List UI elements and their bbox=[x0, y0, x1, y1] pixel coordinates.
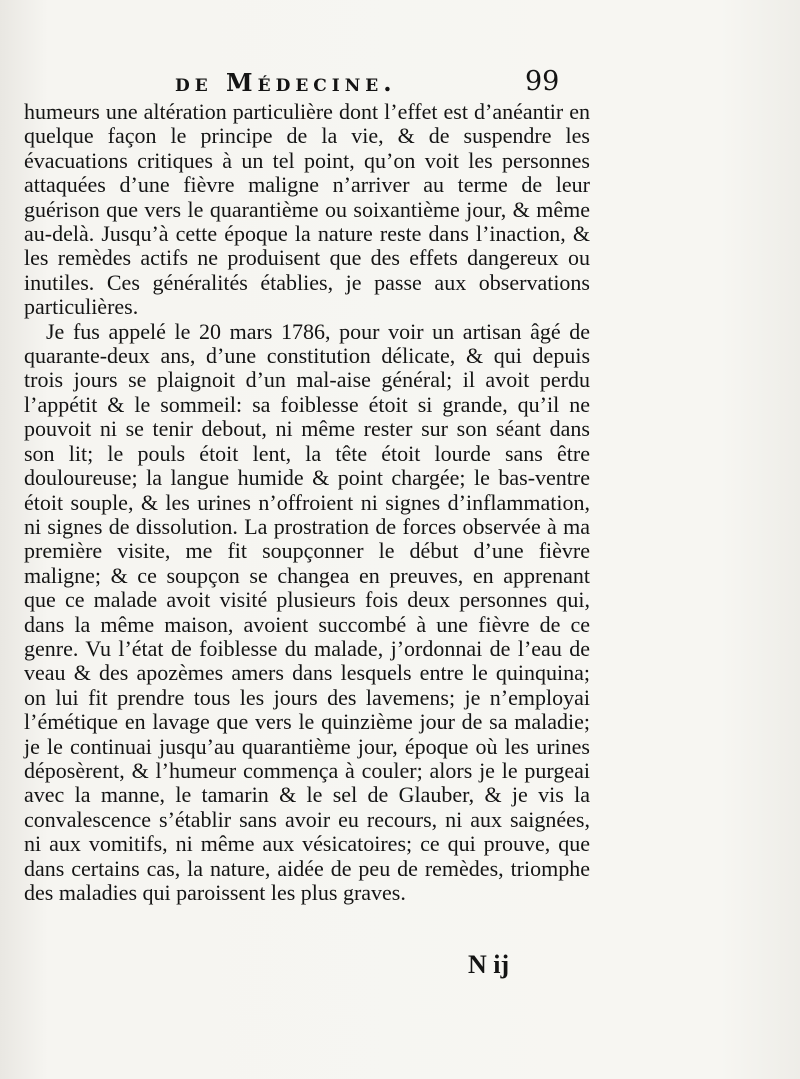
paragraph-observation: Je fus appelé le 20 mars 1786, pour voir un artisan âgé de quarante-deux ans, d’une constitution délicate, & qui depuis trois jours se plaignoit d’un mal-aise général; il avoit perdu l’appétit & le sommeil: sa foiblesse étoit si grande, qu’il ne pouvoit ni se tenir debout, ni même rester sur son séant dans son lit; le pouls étoit lent, la tête étoit lourde sans être douloureuse; la langue humide & point chargée; le bas-ventre étoit souple, & les urines n’offroient ni signes d’inflammation, ni signes de dissolution. La prostration de forces observée à ma première visite, me fit soupçonner le début d’une fièvre maligne; & ce soupçon se changea en preuves, en apprenant que ce malade avoit visité plusieurs fois deux personnes qui, dans la même maison, avoient succombé à une fièvre de ce genre. Vu l’état de foiblesse du malade, j’ordonnai de l’eau de veau & des apozèmes amers dans lesquels entre le quinquina; on lui fit prendre tous les jours des lavemens; je n’employai l’émétique en lavage que vers le quinzième jour de sa maladie; je le continuai jusqu’au quarantième jour, époque où les urines déposèrent, & l’humeur commença à couler; alors je le purgeai avec la manne, le tamarin & le sel de Glauber, & je vis la convalescence s’établir sans avoir eu recours, ni aux saignées, ni aux vomitifs, ni même aux vésicatoires; ce qui prouve, que dans certains cas, la nature, aidée de peu de remèdes, triomphe des maladies qui paroissent les plus graves. bbox=[24, 318, 590, 905]
running-title: de Médecine. bbox=[175, 68, 397, 97]
page-header bbox=[0, 64, 800, 100]
paragraph-continued: humeurs une altération particulière dont l’effet est d’anéantir en quelque façon le principe de la vie, & de suspendre les évacuations critiques à un tel point, qu’on voit les personnes attaquées d’une fièvre maligne n’arriver au terme de leur guérison que vers le quarantième ou soixantième jour, & même au-delà. Jusqu’à cette époque la nature reste dans l’inaction, & les remèdes actifs ne produisent que des effets dangereux ou inutiles. Ces généralités établies, je passe aux observations particulières. bbox=[24, 99, 590, 320]
body-text bbox=[24, 100, 590, 905]
page-number: 99 bbox=[525, 66, 560, 97]
signature-mark: N ij bbox=[468, 950, 510, 979]
